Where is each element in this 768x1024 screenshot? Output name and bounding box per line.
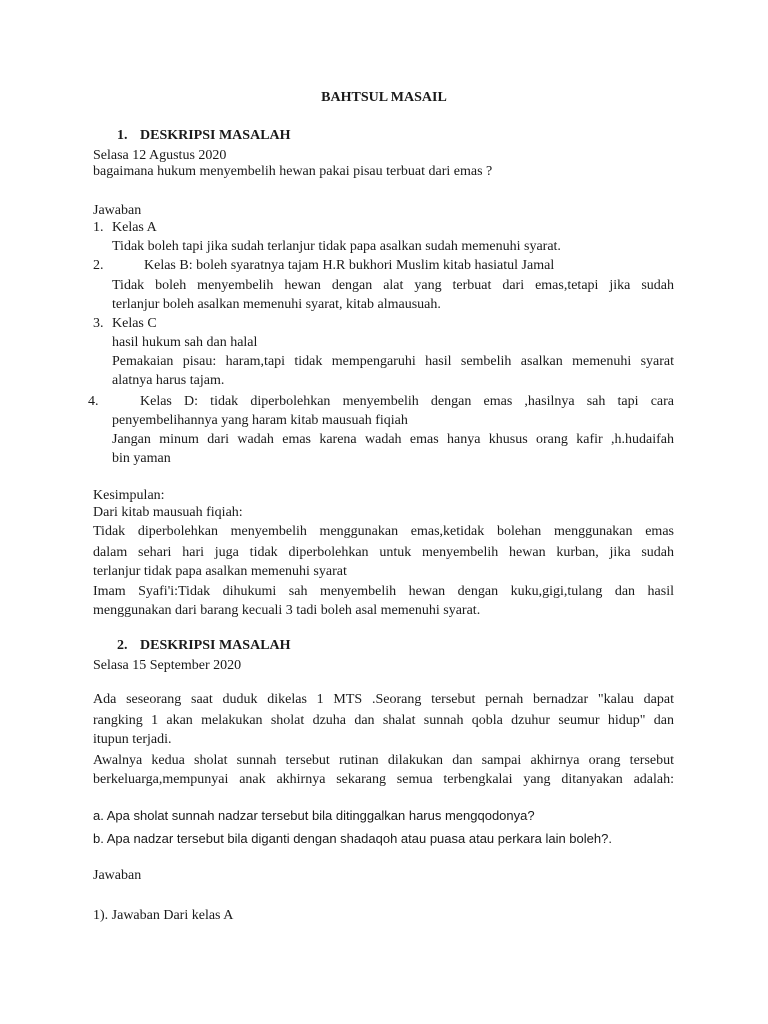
- question-a: a. Apa sholat sunnah nadzar tersebut bila ditinggalkan harus mengqodonya?: [93, 808, 535, 823]
- answer-4-text: Jangan minum dari wadah emas karena wadah emas hanya khusus orang kafir ,h.hudaifah: [112, 432, 674, 447]
- section1-heading: DESKRIPSI MASALAH: [140, 128, 291, 143]
- section1-question: bagaimana hukum menyembelih hewan pakai pisau terbuat dari emas ?: [93, 164, 493, 179]
- conclusion-line: Tidak diperbolehkan menyembelih menggunakan emas,ketidak bolehan menggunakan emas: [93, 524, 674, 539]
- answer-4-number: 4.: [88, 394, 99, 409]
- story-line: Ada seseorang saat duduk dikelas 1 MTS .Seorang tersebut pernah bernadzar "kalau dapat: [93, 692, 674, 707]
- story-line: Awalnya kedua sholat sunnah tersebut rutinan dilakukan dan sampai akhirnya orang tersebut: [93, 753, 674, 768]
- document-title: BAHTSUL MASAIL: [321, 90, 447, 105]
- section2-answer-label: Jawaban: [93, 868, 142, 883]
- answer-2-label: Kelas B: boleh syaratnya tajam H.R bukhori Muslim kitab hasiatul Jamal: [144, 258, 555, 273]
- answer-2-text: terlanjur boleh asalkan memenuhi syarat, kitab almausuah.: [112, 297, 441, 312]
- answer-4-text: bin yaman: [112, 451, 171, 466]
- answer-1-label: Kelas A: [112, 220, 157, 235]
- section1-date: Selasa 12 Agustus 2020: [93, 148, 227, 163]
- section2-first-answer: 1). Jawaban Dari kelas A: [93, 908, 234, 923]
- answer-1-number: 1.: [93, 220, 104, 235]
- section2-heading-number: 2.: [117, 638, 128, 653]
- answer-4-label: Kelas D: tidak diperbolehkan menyembelih dengan emas ,hasilnya sah tapi cara: [140, 394, 674, 409]
- answer-2-number: 2.: [93, 258, 104, 273]
- section1-answer-label: Jawaban: [93, 203, 142, 218]
- story-line: berkeluarga,mempunyai anak akhirnya sekarang semua terbengkalai yang ditanyakan adalah:: [93, 772, 674, 787]
- conclusion-label: Kesimpulan:: [93, 488, 165, 503]
- question-b: b. Apa nadzar tersebut bila diganti dengan shadaqoh atau puasa atau perkara lain boleh?.: [93, 831, 612, 846]
- answer-4-text: penyembelihannya yang haram kitab mausuah fiqiah: [112, 413, 408, 428]
- answer-3-text: hasil hukum sah dan halal: [112, 335, 258, 350]
- answer-2-text: Tidak boleh menyembelih hewan dengan alat yang terbuat dari emas,tetapi jika sudah: [112, 278, 674, 293]
- conclusion-line: Imam Syafi'i:Tidak dihukumi sah menyembelih hewan dengan kuku,gigi,tulang dan hasil: [93, 584, 674, 599]
- answer-3-number: 3.: [93, 316, 104, 331]
- conclusion-line: menggunakan dari barang kecuali 3 tadi boleh asal memenuhi syarat.: [93, 603, 481, 618]
- answer-3-label: Kelas C: [112, 316, 157, 331]
- answer-1-text: Tidak boleh tapi jika sudah terlanjur tidak papa asalkan sudah memenuhi syarat.: [112, 239, 561, 254]
- story-line: rangking 1 akan melakukan sholat dzuha dan shalat sunnah qobla dzuhur seumur hidup" dan: [93, 713, 674, 728]
- section1-heading-number: 1.: [117, 128, 128, 143]
- conclusion-line: dalam sehari hari juga tidak diperbolehkan untuk menyembelih hewan kurban, jika sudah: [93, 545, 674, 560]
- story-line: itupun terjadi.: [93, 732, 172, 747]
- conclusion-line: Dari kitab mausuah fiqiah:: [93, 505, 243, 520]
- section2-date: Selasa 15 September 2020: [93, 658, 242, 673]
- section2-heading: DESKRIPSI MASALAH: [140, 638, 291, 653]
- conclusion-line: terlanjur tidak papa asalkan memenuhi syarat: [93, 564, 347, 579]
- answer-3-text: Pemakaian pisau: haram,tapi tidak mempengaruhi hasil sembelih asalkan memenuhi syarat: [112, 354, 674, 369]
- answer-3-text: alatnya harus tajam.: [112, 373, 225, 388]
